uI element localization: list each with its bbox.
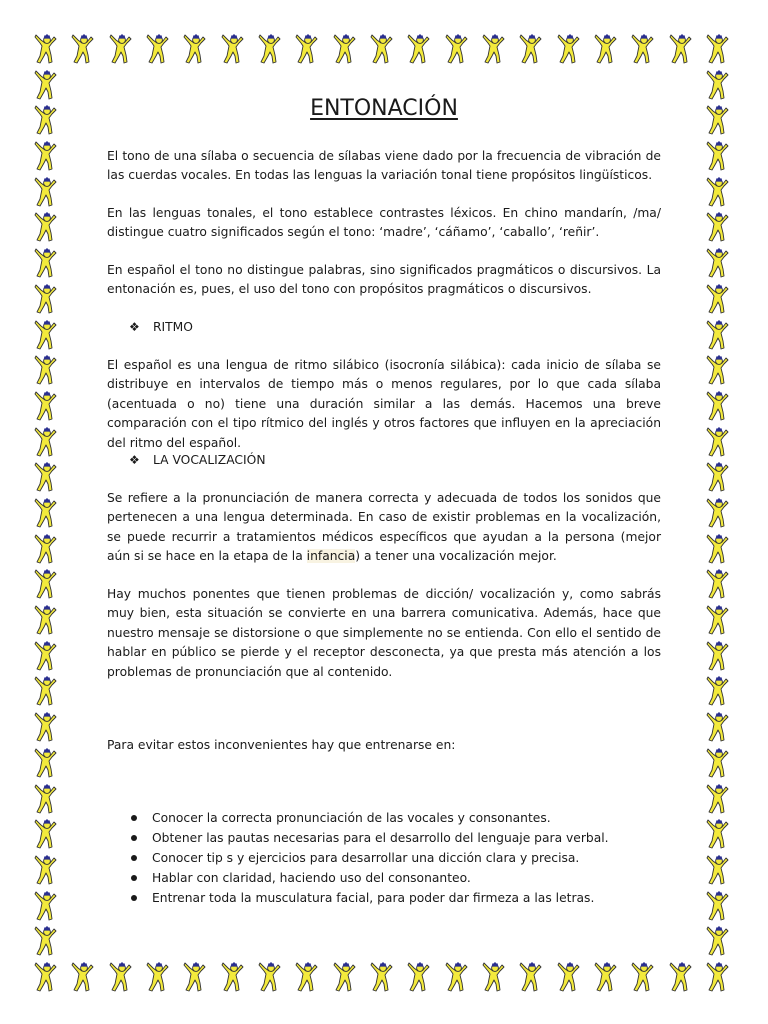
- cheering-figure-icon: [34, 284, 58, 314]
- cheering-figure-icon: [557, 962, 581, 992]
- cheering-figure-icon: [258, 34, 282, 64]
- list-item: Conocer la correcta pronunciación de las vocales y consonantes.: [131, 808, 661, 828]
- cheering-figure-icon: [34, 105, 58, 135]
- cheering-figure-icon: [34, 676, 58, 706]
- section-heading-ritmo: [129, 318, 193, 337]
- cheering-figure-icon: [34, 569, 58, 599]
- cheering-figure-icon: [706, 427, 730, 457]
- paragraph-tono: El tono de una sílaba o secuencia de sílabas viene dado por la frecuencia de vibración de las cuerdas vocales. En todas las lenguas la variación tonal tiene propósitos lingüísticos.: [107, 149, 661, 183]
- cheering-figure-icon: [706, 712, 730, 742]
- cheering-figure-icon: [482, 962, 506, 992]
- cheering-figure-icon: [34, 926, 58, 956]
- list-item: Entrenar toda la musculatura facial, para poder dar firmeza a las letras.: [131, 888, 661, 908]
- cheering-figure-icon: [706, 819, 730, 849]
- section-heading-label: LA VOCALIZACIÓN: [153, 453, 266, 467]
- cheering-figure-icon: [34, 605, 58, 635]
- cheering-figure-icon: [706, 605, 730, 635]
- cheering-figure-icon: [594, 962, 618, 992]
- diamond-bullet-icon: ❖: [129, 453, 140, 467]
- cheering-figure-icon: [333, 962, 357, 992]
- cheering-figure-icon: [706, 284, 730, 314]
- cheering-figure-icon: [370, 962, 394, 992]
- cheering-figure-icon: [631, 34, 655, 64]
- cheering-figure-icon: [34, 819, 58, 849]
- cheering-figure-icon: [370, 34, 394, 64]
- cheering-figure-icon: [146, 962, 170, 992]
- cheering-figure-icon: [34, 784, 58, 814]
- cheering-figure-icon: [333, 34, 357, 64]
- training-list: [131, 808, 661, 908]
- paragraph-diccion: Hay muchos ponentes que tienen problemas de dicción/ vocalización y, como sabrás muy bien, esta situación se convierte en una barrera comunicativa. Además, hace que nuestro mensaje se distorsione o que simplemente no se entienda. Con ello el sentido de hablar en público se pierde y el receptor desconecta, ya que presta más atención a los problemas de pronunciación que al contenido.: [107, 587, 661, 679]
- cheering-figure-icon: [183, 962, 207, 992]
- cheering-figure-icon: [594, 34, 618, 64]
- cheering-figure-icon: [34, 534, 58, 564]
- cheering-figure-icon: [221, 962, 245, 992]
- paragraph-ritmo: El español es una lengua de ritmo silábico (isocronía silábica): cada inicio de sílaba se distribuye en intervalos de tiempo más o menos regulares, por lo que cada sílaba (acentuada o no) tiene una duración similar a las demás. Hacemos una breve comparación con el tipo rítmico del inglés y otros factores que influyen en la apreciación del ritmo del español.: [107, 358, 661, 450]
- cheering-figure-icon: [706, 534, 730, 564]
- cheering-figure-icon: [34, 320, 58, 350]
- cheering-figure-icon: [34, 355, 58, 385]
- list-item: Conocer tip s y ejercicios para desarrollar una dicción clara y precisa.: [131, 848, 661, 868]
- paragraph-vocalizacion: Se refiere a la pronunciación de manera correcta y adecuada de todos los sonidos que pertenecen a una lengua determinada. En caso de existir problemas en la vocalización, se puede recurrir a tratamientos médicos específicos que ayudan a la persona (mejor aún si se hace en la etapa de la infancia) a tener una vocalización mejor.: [107, 491, 661, 564]
- cheering-figure-icon: [34, 748, 58, 778]
- cheering-figure-icon: [706, 391, 730, 421]
- cheering-figure-icon: [71, 34, 95, 64]
- cheering-figure-icon: [706, 891, 730, 921]
- section-heading-vocalizacion: [129, 451, 266, 470]
- cheering-figure-icon: [34, 462, 58, 492]
- highlighted-word: infancia: [306, 549, 356, 564]
- cheering-figure-icon: [34, 641, 58, 671]
- cheering-figure-icon: [407, 962, 431, 992]
- cheering-figure-icon: [34, 891, 58, 921]
- cheering-figure-icon: [34, 212, 58, 242]
- cheering-figure-icon: [34, 855, 58, 885]
- cheering-figure-icon: [519, 34, 543, 64]
- list-item: Hablar con claridad, haciendo uso del consonanteo.: [131, 868, 661, 888]
- cheering-figure-icon: [706, 212, 730, 242]
- cheering-figure-icon: [557, 34, 581, 64]
- cheering-figure-icon: [706, 320, 730, 350]
- cheering-figure-icon: [34, 391, 58, 421]
- paragraph-lenguas-tonales: En las lenguas tonales, el tono establece contrastes léxicos. En chino mandarín, /ma/ distingue cuatro significados según el tono: ‘madre’, ‘cáñamo’, ‘caballo’, ‘reñir’.: [107, 206, 661, 240]
- cheering-figure-icon: [407, 34, 431, 64]
- cheering-figure-icon: [34, 427, 58, 457]
- bullet-dot-icon: [131, 895, 137, 901]
- cheering-figure-icon: [706, 34, 730, 64]
- cheering-figure-icon: [631, 962, 655, 992]
- cheering-figure-icon: [706, 641, 730, 671]
- cheering-figure-icon: [706, 141, 730, 171]
- cheering-figure-icon: [706, 676, 730, 706]
- paragraph-list-intro: Para evitar estos inconvenientes hay que entrenarse en:: [107, 738, 456, 752]
- cheering-figure-icon: [706, 748, 730, 778]
- cheering-figure-icon: [706, 248, 730, 278]
- cheering-figure-icon: [34, 141, 58, 171]
- cheering-figure-icon: [445, 962, 469, 992]
- cheering-figure-icon: [706, 177, 730, 207]
- section-heading-label: RITMO: [153, 320, 193, 334]
- cheering-figure-icon: [519, 962, 543, 992]
- cheering-figure-icon: [295, 34, 319, 64]
- cheering-figure-icon: [34, 248, 58, 278]
- cheering-figure-icon: [109, 34, 133, 64]
- cheering-figure-icon: [34, 962, 58, 992]
- cheering-figure-icon: [34, 34, 58, 64]
- cheering-figure-icon: [34, 712, 58, 742]
- cheering-figure-icon: [706, 70, 730, 100]
- cheering-figure-icon: [34, 498, 58, 528]
- cheering-figure-icon: [669, 34, 693, 64]
- cheering-figure-icon: [221, 34, 245, 64]
- cheering-figure-icon: [146, 34, 170, 64]
- cheering-figure-icon: [706, 926, 730, 956]
- cheering-figure-icon: [706, 784, 730, 814]
- list-item: Obtener las pautas necesarias para el desarrollo del lenguaje para verbal.: [131, 828, 661, 848]
- cheering-figure-icon: [706, 462, 730, 492]
- bullet-dot-icon: [131, 815, 137, 821]
- page-title: ENTONACIÓN: [310, 96, 458, 121]
- cheering-figure-icon: [669, 962, 693, 992]
- cheering-figure-icon: [482, 34, 506, 64]
- cheering-figure-icon: [295, 962, 319, 992]
- cheering-figure-icon: [706, 569, 730, 599]
- bullet-dot-icon: [131, 875, 137, 881]
- cheering-figure-icon: [445, 34, 469, 64]
- cheering-figure-icon: [71, 962, 95, 992]
- cheering-figure-icon: [34, 177, 58, 207]
- cheering-figure-icon: [706, 498, 730, 528]
- bullet-dot-icon: [131, 835, 137, 841]
- cheering-figure-icon: [706, 962, 730, 992]
- cheering-figure-icon: [706, 105, 730, 135]
- cheering-figure-icon: [706, 355, 730, 385]
- cheering-figure-icon: [109, 962, 133, 992]
- bullet-dot-icon: [131, 855, 137, 861]
- cheering-figure-icon: [183, 34, 207, 64]
- cheering-figure-icon: [34, 70, 58, 100]
- diamond-bullet-icon: ❖: [129, 320, 140, 334]
- paragraph-espanol: En español el tono no distingue palabras, sino significados pragmáticos o discursivos. La entonación es, pues, el uso del tono con propósitos pragmáticos o discursivos.: [107, 263, 661, 297]
- cheering-figure-icon: [706, 855, 730, 885]
- cheering-figure-icon: [258, 962, 282, 992]
